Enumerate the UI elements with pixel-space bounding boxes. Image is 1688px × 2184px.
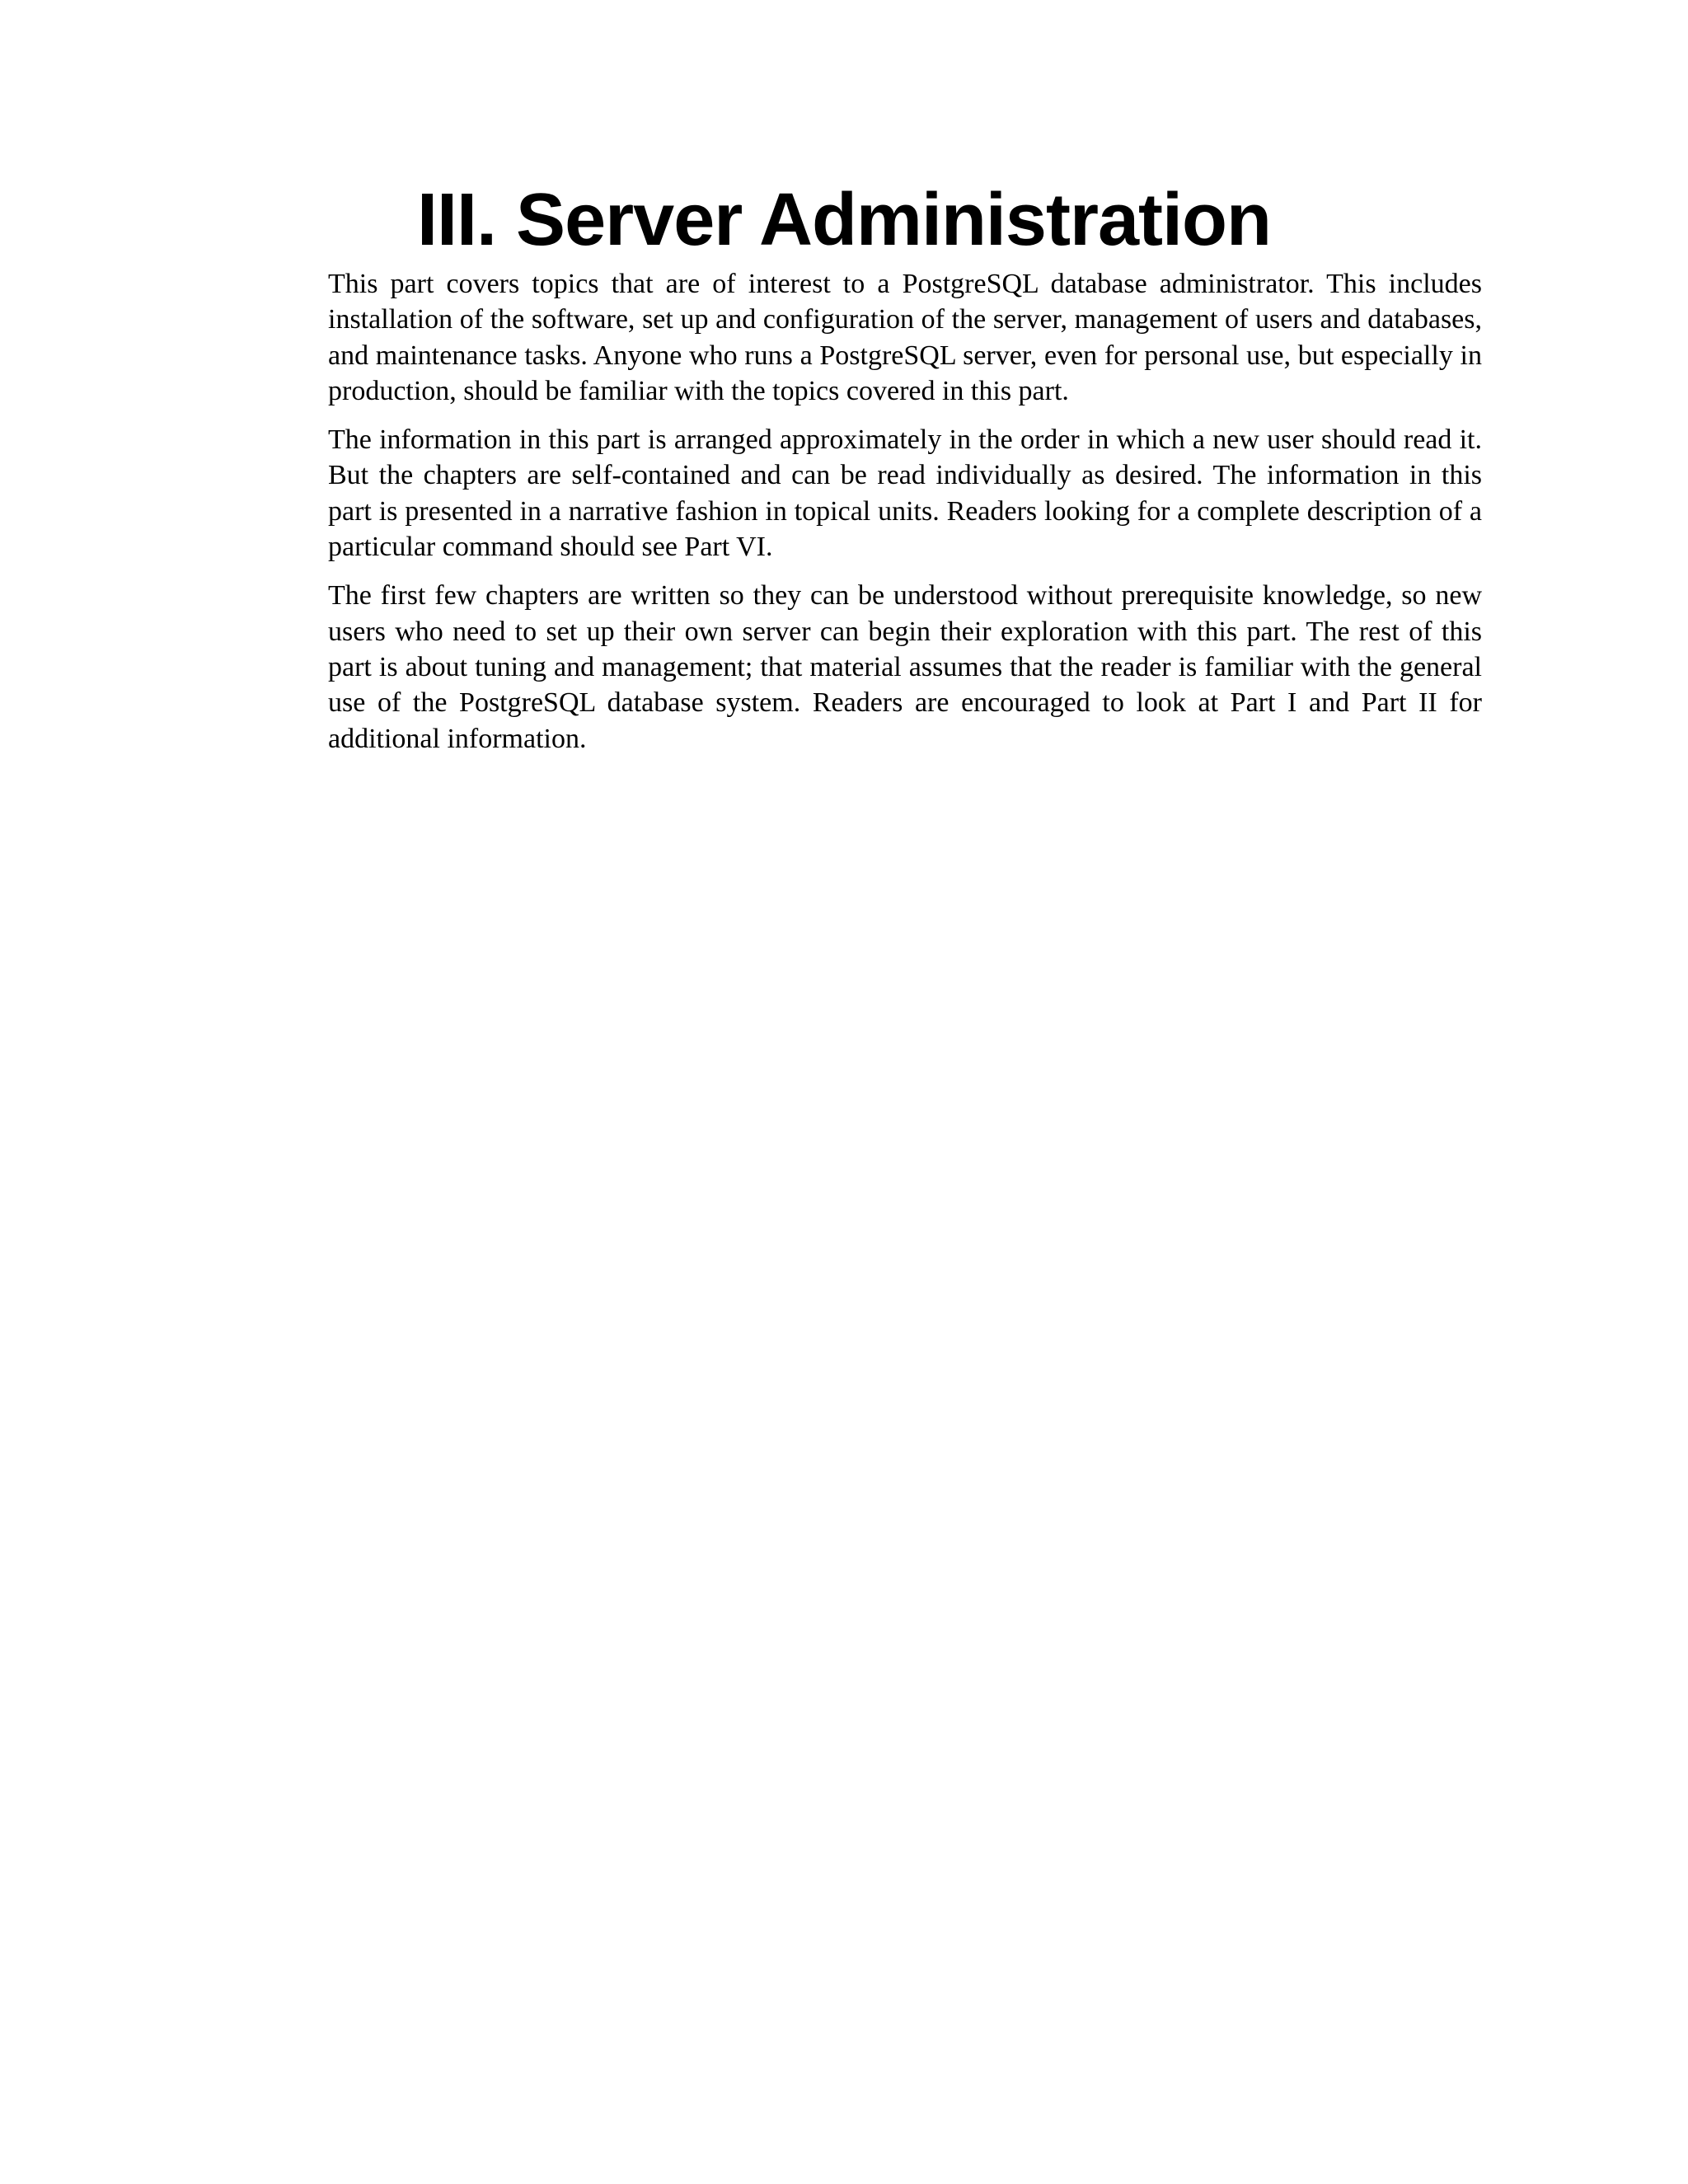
intro-paragraph-2: The information in this part is arranged approximately in the order in which a new user should read it. But the chapters are self-contained and can be read individually as desired. The information in this part is presented in a narrative fashion in topical units. Readers looking for a complete description of a particular command should see Part VI. (328, 424, 1482, 563)
intro-paragraph-1: This part covers topics that are of interest to a PostgreSQL database administrator. This includes installation of the software, set up and configuration of the server, management of users and databases, and maintenance tasks. Anyone who runs a PostgreSQL server, even for personal use, but especially in production, should be familiar with the topics covered in this part. (328, 269, 1482, 406)
part-introduction (328, 266, 1482, 770)
part-title: III. Server Administration (417, 179, 1271, 261)
intro-paragraph-3: The first few chapters are written so they can be understood without prerequisite knowledge, so new users who need to set up their own server can begin their exploration with this part. The rest of this part is about tuning and management; that material assumes that the reader is familiar with the general use of the PostgreSQL database system. Readers are encouraged to look at Part I and Part II for additional information. (328, 580, 1482, 754)
